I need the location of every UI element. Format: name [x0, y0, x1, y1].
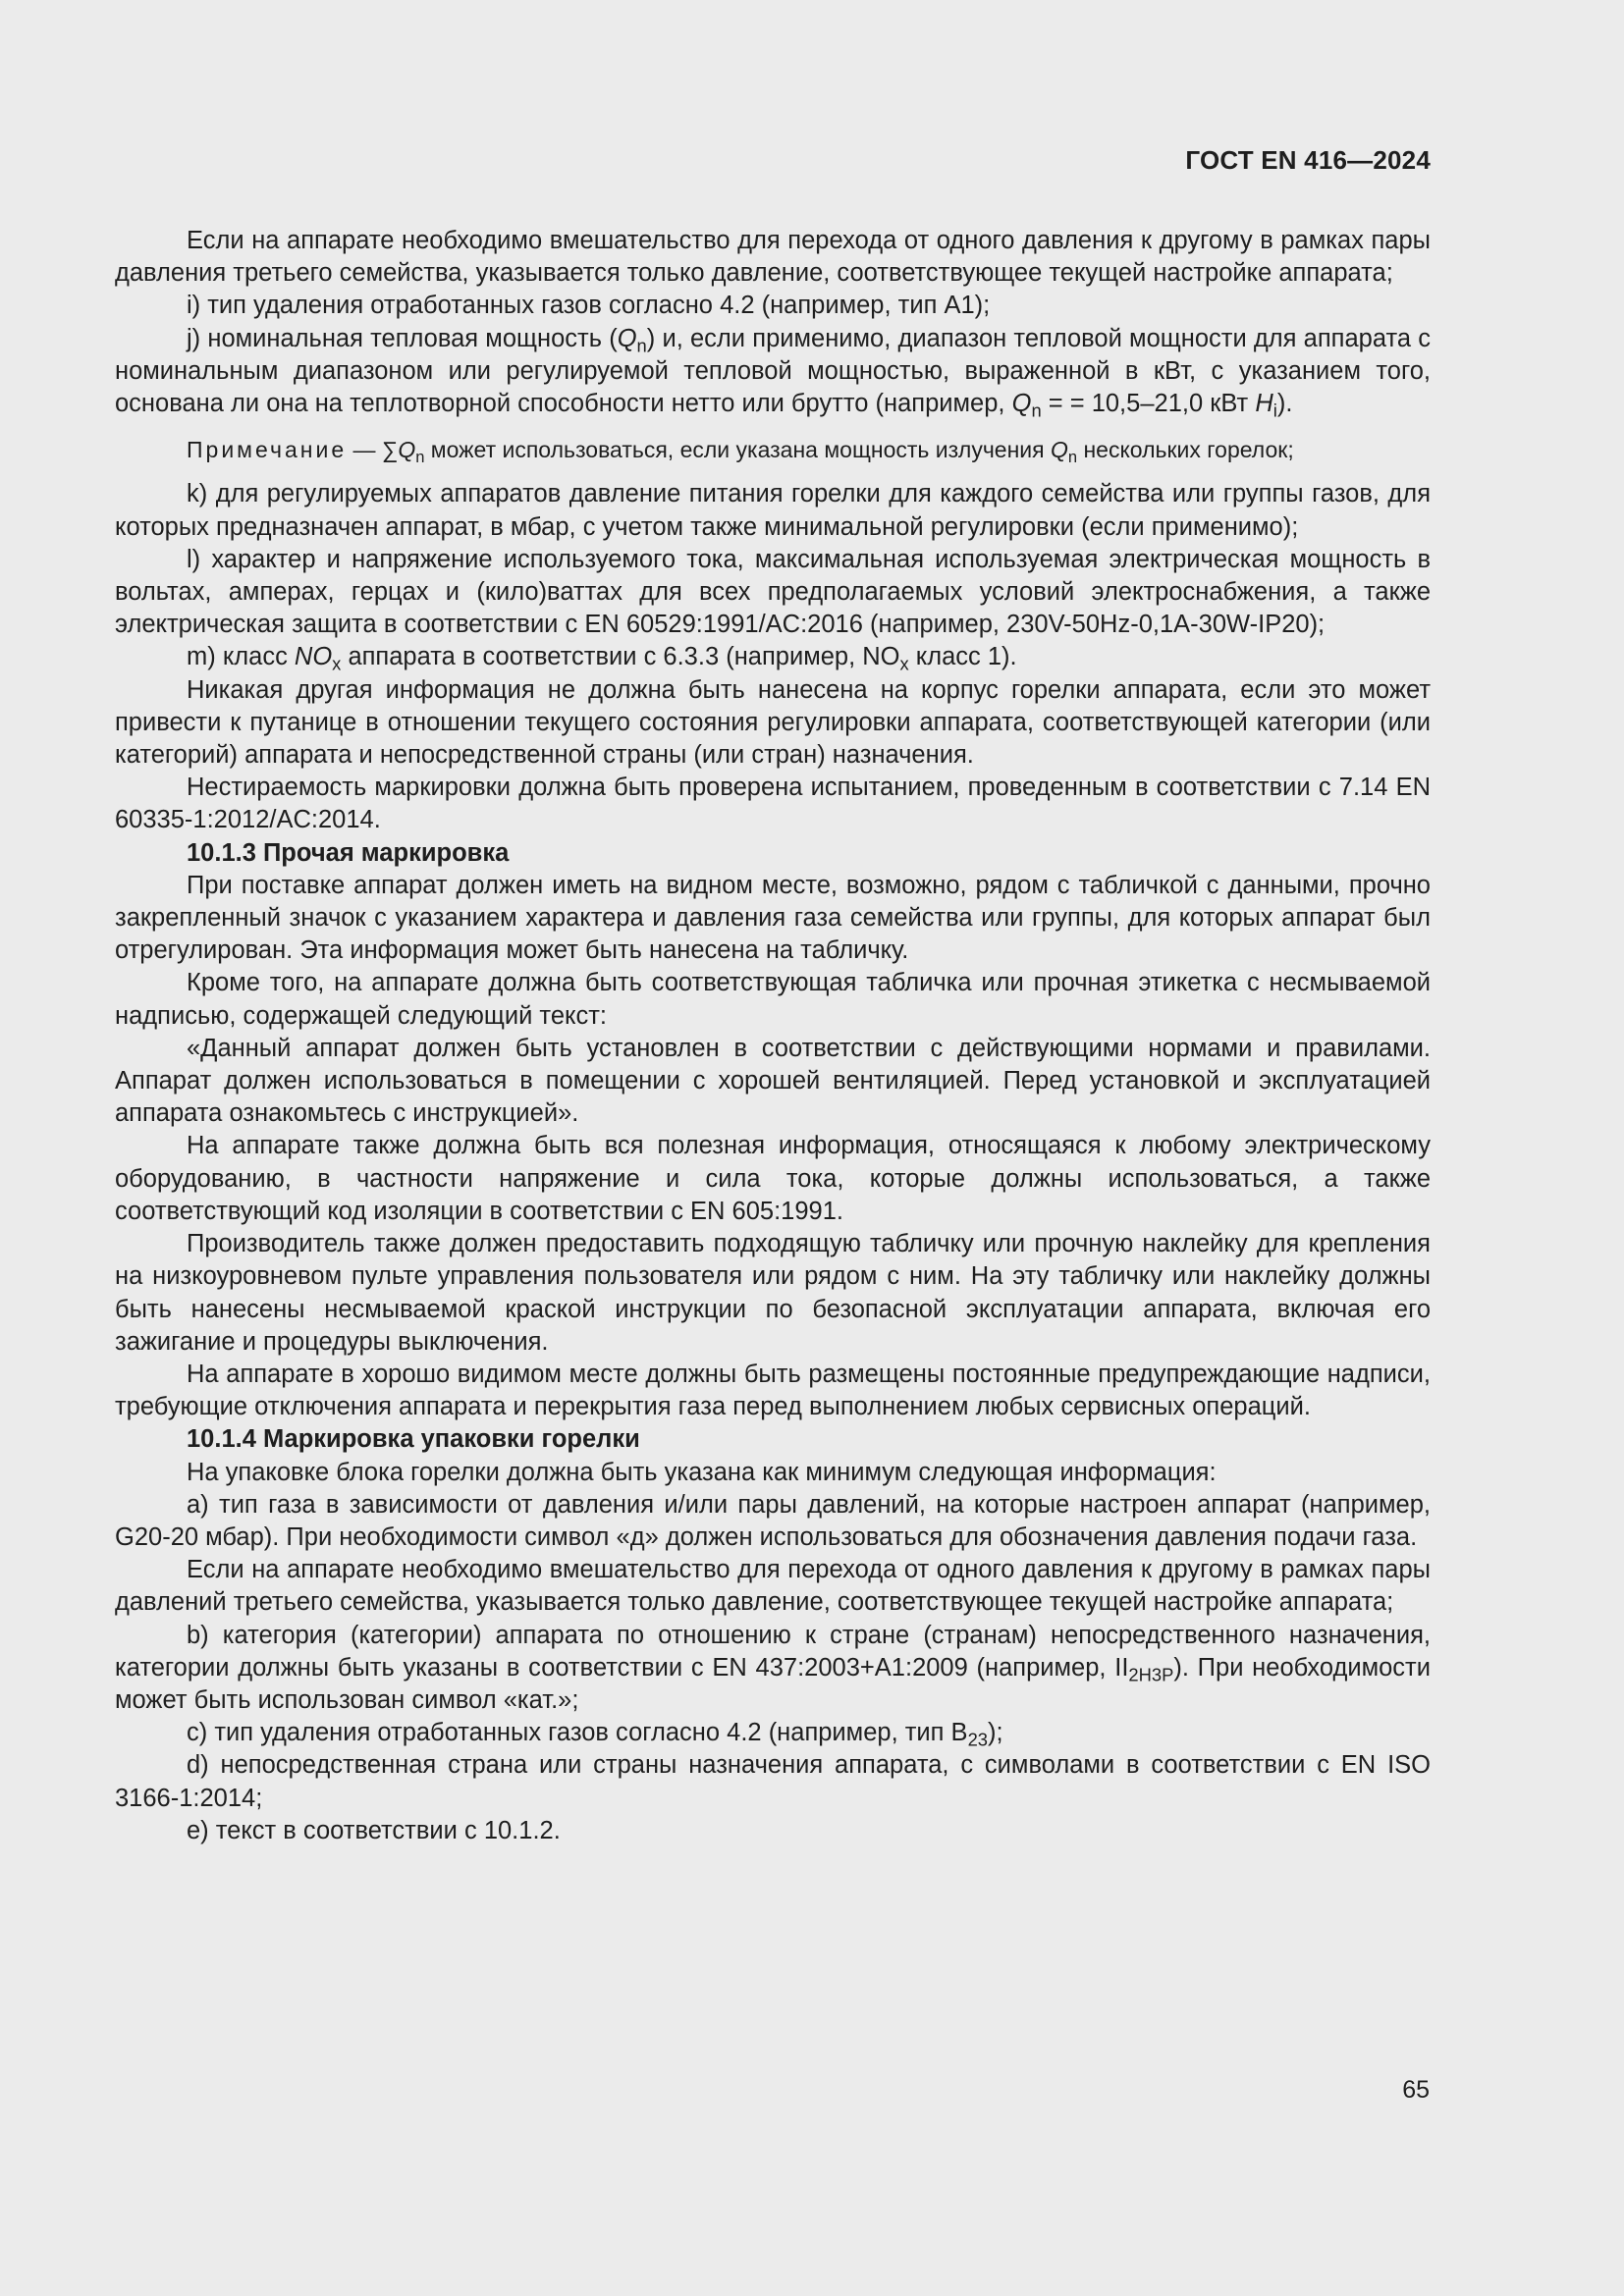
list-item-l: l) характер и напряжение используемого тока, максимальная используемая электрическая мощность в вольтах, амперах, герцах и (кило)ваттах для всех предполагаемых условий электроснабжения, а также электрическая защита в соответствии с EN 60529:1991/AC:2016 (например, 230V-50Hz-0,1A-30W-IP20); — [115, 545, 1431, 639]
list-item-b: b) категория (категории) аппарата по отношению к стране (странам) непосредственного назначения, категории должны быть указаны в соответствии с EN 437:2003+A1:2009 (например, $II_{2H3P}$). При необходимости может быть использован символ «кат.»; — [115, 1621, 1431, 1714]
page-number: 65 — [1402, 2076, 1430, 2104]
paragraph: Если на аппарате необходимо вмешательство для перехода от одного давления к другому в рамках пары давлений третьего семейства, указывается только давление, соответствующее текущей настройке аппарата; — [115, 1556, 1431, 1617]
section-heading: 10.1.4 Маркировка упаковки горелки — [187, 1425, 640, 1454]
paragraph: На аппарате также должна быть вся полезная информация, относящаяся к любому электрическому оборудованию, в частности напряжение и сила тока, которые должны использоваться, а также соответствующий код изоляции в соответствии с EN 605:1991. — [115, 1132, 1431, 1225]
paragraph: Никакая другая информация не должна быть нанесена на корпус горелки аппарата, если это может привести к путанице в отношении текущего состояния регулировки аппарата, соответствующей категории (или категорий) аппарата и непосредственной страны (или стран) назначения. — [115, 675, 1431, 770]
paragraph: Если на аппарате необходимо вмешательство для перехода от одного давления к другому в рамках пары давления третьего семейства, указывается только давление, соответствующее текущей настройке аппарата; — [115, 227, 1431, 288]
paragraph: На аппарате в хорошо видимом месте должны быть размещены постоянные предупреждающие надписи, требующие отключения аппарата и перекрытия газа перед выполнением любых сервисных операций. — [115, 1360, 1431, 1421]
note: Примечание — $\sum Q_n$ может использоваться, если указана мощность излучения $Q_n$ нескольких горелок; — [187, 437, 1294, 467]
list-item-m: m) класс $NO_x$ аппарата в соответствии с 6.3.3 (например, $NO_x$ класс 1). — [187, 643, 1017, 674]
list-item-k: k) для регулируемых аппаратов давление питания горелки для каждого семейства или группы газов, для которых предназначен аппарат, в мбар, с учетом также минимальной регулировки (если применимо); — [115, 480, 1431, 541]
list-item-i: i) тип удаления отработанных газов согласно 4.2 (например, тип А1); — [187, 292, 991, 320]
document-body — [115, 225, 1431, 1847]
paragraph: При поставке аппарат должен иметь на видном месте, возможно, рядом с табличкой с данными, прочно закрепленный значок с указанием характера и давления газа семейства или группы, для которых аппарат был отрегулирован. Эта информация может быть нанесена на табличку. — [115, 871, 1431, 965]
list-item-j: j) номинальная тепловая мощность $(Q_n)$ и, если применимо, диапазон тепловой мощности для аппарата с номинальным диапазоном или регулируемой тепловой мощностью, выраженной в кВт, с указанием того, основана ли она на теплотворной способности нетто или брутто (например, $Q_n$ = = 10,5–21,0 кВт $H_i$). — [115, 324, 1431, 421]
note-label: Примечание — [187, 437, 348, 463]
paragraph: На упаковке блока горелки должна быть указана как минимум следующая информация: — [187, 1458, 1217, 1486]
list-item-d: d) непосредственная страна или страны назначения аппарата, с символами в соответствии с EN ISO 3166-1:2014; — [115, 1751, 1431, 1812]
paragraph: Производитель также должен предоставить подходящую табличку или прочную наклейку для крепления на низкоуровневом пульте управления пользователя или рядом с ним. На эту табличку или наклейку должны быть нанесены несмываемой краской инструкции по безопасной эксплуатации аппарата, включая его зажигание и процедуры выключения. — [115, 1230, 1431, 1356]
paragraph: Нестираемость маркировки должна быть проверена испытанием, проведенным в соответствии с 7.14 EN 60335-1:2012/AC:2014. — [115, 774, 1431, 834]
list-item-e: e) текст в соответствии с 10.1.2. — [187, 1816, 561, 1844]
list-item-c: c) тип удаления отработанных газов согласно 4.2 (например, тип $B_{23}$); — [187, 1719, 1003, 1750]
document-code-header: ГОСТ EN 416—2024 — [1185, 145, 1431, 175]
paragraph: Кроме того, на аппарате должна быть соответствующая табличка или прочная этикетка с несмываемой надписью, содержащей следующий текст: — [115, 969, 1431, 1030]
quote-paragraph: «Данный аппарат должен быть установлен в соответствии с действующими нормами и правилами. Аппарат должен использоваться в помещении с хорошей вентиляцией. Перед установкой и эксплуатацией аппарата ознакомьтесь с инструкцией». — [115, 1034, 1431, 1128]
section-heading: 10.1.3 Прочая маркировка — [187, 838, 510, 867]
list-item-a: a) тип газа в зависимости от давления и/или пары давлений, на которые настроен аппарат (например, G20-20 мбар). При необходимости символ «д» должен использоваться для обозначения давления подачи газа. — [115, 1490, 1431, 1551]
